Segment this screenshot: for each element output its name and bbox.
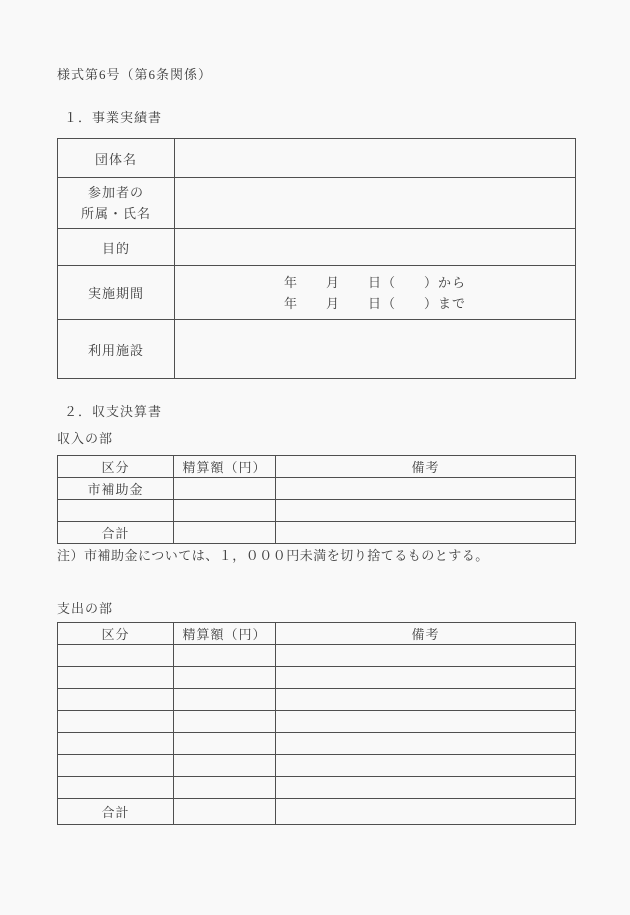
expense-category-cell bbox=[58, 755, 174, 777]
income-header-category: 区分 bbox=[58, 456, 174, 478]
expense-remarks-cell bbox=[276, 667, 576, 689]
facility-label: 利用施設 bbox=[58, 320, 175, 379]
expense-category-cell bbox=[58, 645, 174, 667]
expense-header-amount: 精算額（円） bbox=[174, 623, 276, 645]
table-row-facility bbox=[58, 320, 576, 379]
expense-amount-cell bbox=[174, 667, 276, 689]
expense-amount-cell bbox=[174, 711, 276, 733]
purpose-label: 目的 bbox=[58, 229, 175, 266]
income-blank-remarks-cell bbox=[276, 500, 576, 522]
business-report-table bbox=[57, 138, 576, 379]
form-number-label: 様式第6号（第6条関係） bbox=[57, 67, 213, 82]
expense-remarks-cell bbox=[276, 755, 576, 777]
section1-heading: １．事業実績書 bbox=[64, 110, 163, 125]
expense-empty-row bbox=[58, 711, 576, 733]
facility-value-cell bbox=[175, 320, 576, 379]
income-total-label: 合計 bbox=[58, 522, 174, 544]
income-header-amount: 精算額（円） bbox=[174, 456, 276, 478]
expense-total-remarks-cell bbox=[276, 799, 576, 825]
expense-total-row bbox=[58, 799, 576, 825]
expense-empty-row bbox=[58, 645, 576, 667]
income-row-subsidy bbox=[58, 478, 576, 500]
table-row-period bbox=[58, 266, 576, 320]
expense-category-cell bbox=[58, 711, 174, 733]
expense-empty-row bbox=[58, 777, 576, 799]
income-note: 注）市補助金については、１，０００円未満を切り捨てるものとする。 bbox=[57, 548, 489, 563]
expense-table bbox=[57, 622, 576, 825]
income-blank-category-cell bbox=[58, 500, 174, 522]
income-subheading: 収入の部 bbox=[57, 431, 114, 446]
expense-category-cell bbox=[58, 689, 174, 711]
expense-empty-row bbox=[58, 755, 576, 777]
expense-amount-cell bbox=[174, 755, 276, 777]
expense-total-label: 合計 bbox=[58, 799, 174, 825]
expense-subheading: 支出の部 bbox=[57, 601, 114, 616]
expense-empty-row bbox=[58, 667, 576, 689]
income-row-blank bbox=[58, 500, 576, 522]
income-subsidy-label: 市補助金 bbox=[58, 478, 174, 500]
expense-amount-cell bbox=[174, 645, 276, 667]
income-total-amount-cell bbox=[174, 522, 276, 544]
income-blank-amount-cell bbox=[174, 500, 276, 522]
expense-remarks-cell bbox=[276, 689, 576, 711]
organization-value-cell bbox=[175, 139, 576, 178]
period-from-line: 年 月 日（ ）から bbox=[283, 274, 466, 290]
expense-category-cell bbox=[58, 733, 174, 755]
expense-amount-cell bbox=[174, 777, 276, 799]
expense-remarks-cell bbox=[276, 777, 576, 799]
expense-remarks-cell bbox=[276, 733, 576, 755]
participants-label-line1: 参加者の bbox=[87, 185, 144, 200]
expense-empty-row bbox=[58, 733, 576, 755]
expense-header-row bbox=[58, 623, 576, 645]
income-header-remarks: 備考 bbox=[276, 456, 576, 478]
period-value-cell bbox=[175, 266, 576, 320]
expense-remarks-cell bbox=[276, 711, 576, 733]
table-row-participants bbox=[58, 178, 576, 229]
table-row-purpose bbox=[58, 229, 576, 266]
expense-total-amount-cell bbox=[174, 799, 276, 825]
participants-label bbox=[58, 178, 175, 229]
expense-empty-row bbox=[58, 689, 576, 711]
participants-value-cell bbox=[175, 178, 576, 229]
organization-label: 団体名 bbox=[58, 139, 175, 178]
income-table bbox=[57, 455, 576, 544]
income-row-total bbox=[58, 522, 576, 544]
expense-amount-cell bbox=[174, 733, 276, 755]
income-subsidy-amount-cell bbox=[174, 478, 276, 500]
income-total-remarks-cell bbox=[276, 522, 576, 544]
income-subsidy-remarks-cell bbox=[276, 478, 576, 500]
income-header-row bbox=[58, 456, 576, 478]
expense-header-category: 区分 bbox=[58, 623, 174, 645]
section2-heading: ２．収支決算書 bbox=[64, 404, 163, 419]
period-to-line: 年 月 日（ ）まで bbox=[283, 295, 466, 311]
expense-amount-cell bbox=[174, 689, 276, 711]
expense-category-cell bbox=[58, 667, 174, 689]
expense-remarks-cell bbox=[276, 645, 576, 667]
expense-category-cell bbox=[58, 777, 174, 799]
participants-label-line2: 所属・氏名 bbox=[80, 206, 151, 221]
table-row-organization bbox=[58, 139, 576, 178]
purpose-value-cell bbox=[175, 229, 576, 266]
expense-header-remarks: 備考 bbox=[276, 623, 576, 645]
period-label: 実施期間 bbox=[58, 266, 175, 320]
